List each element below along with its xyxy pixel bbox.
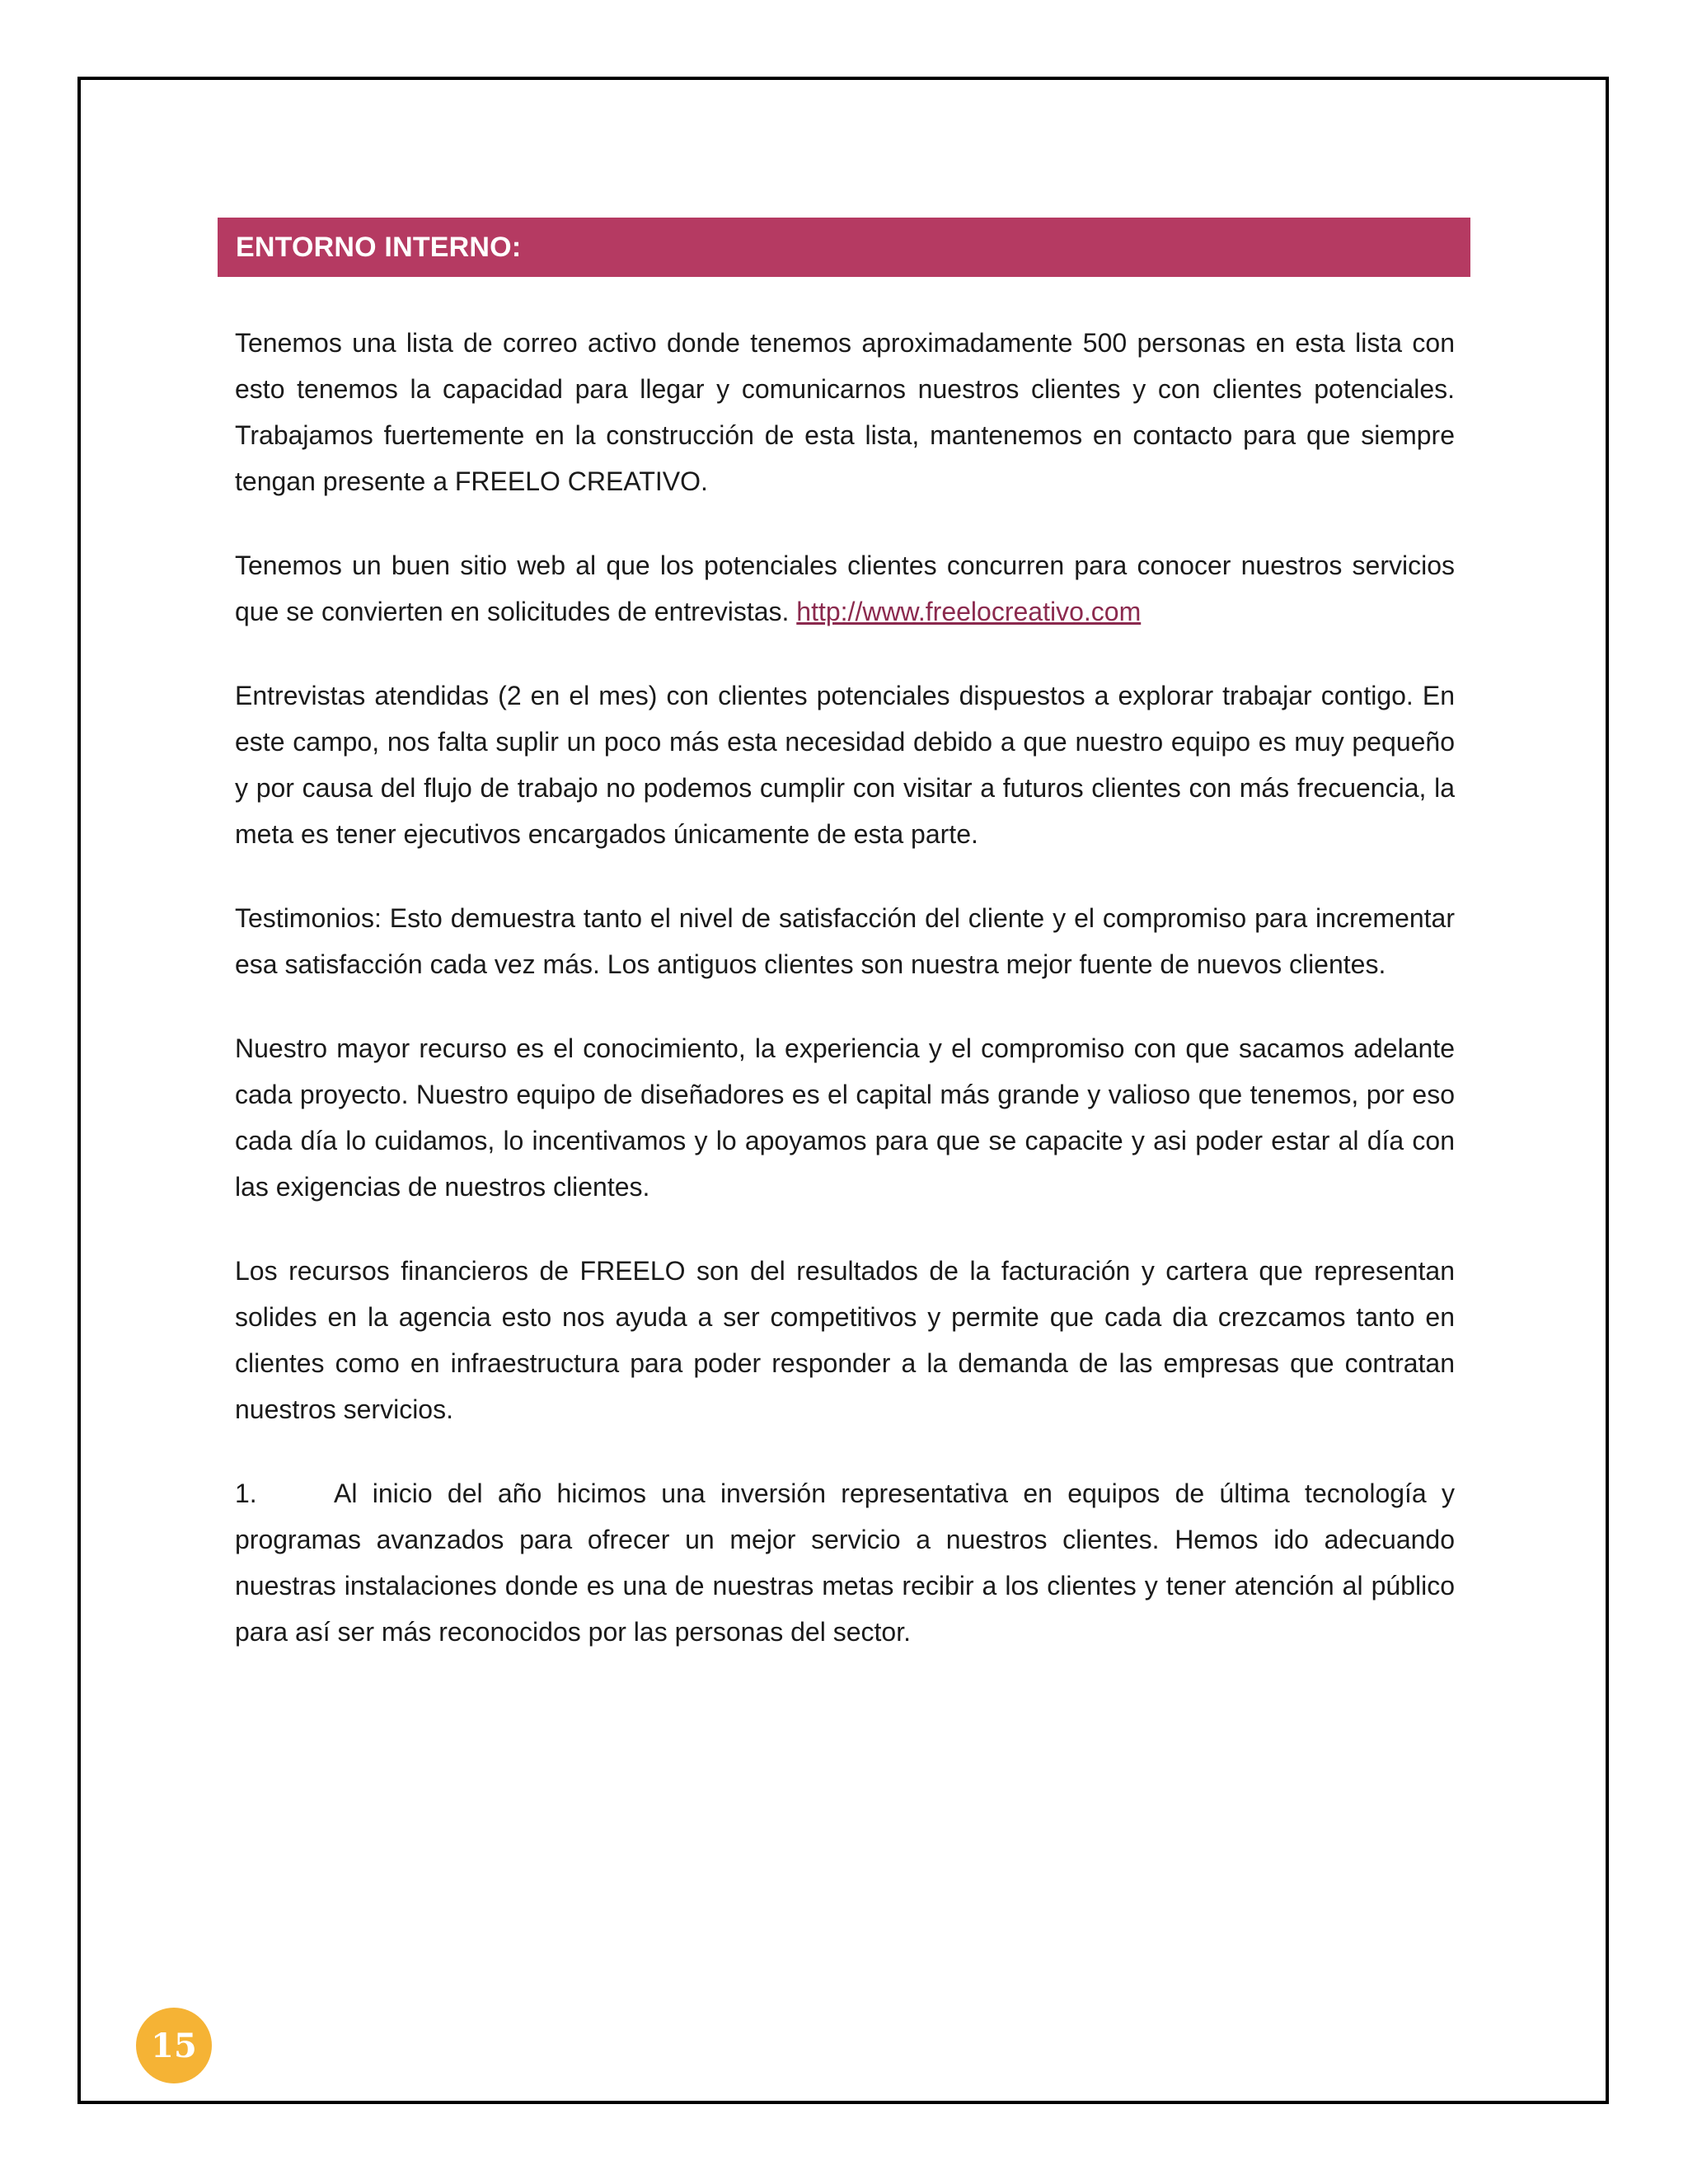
section-header [218,218,1470,277]
section-title: ENTORNO INTERNO: [236,231,522,263]
page-number-badge [136,2008,212,2083]
paragraph-website-text: Tenemos un buen sitio web al que los potenciales clientes concurren para conocer nuestros servicios que se convierten en solicitudes de entrevistas. [235,551,1455,626]
paragraph-resources: Nuestro mayor recurso es el conocimiento, la experiencia y el compromiso con que sacamos adelante cada proyecto. Nuestro equipo de diseñadores es el capital más grande y valioso que tenemos, por eso cada día lo cuidamos, lo incentivamos y lo apoyamos para que se capacite y asi poder estar al día con las exigencias de nuestros clientes. [235,1033,1455,1202]
paragraph-mailing-list: Tenemos una lista de correo activo donde tenemos aproximadamente 500 personas en esta lista con esto tenemos la capacidad para llegar y comunicarnos nuestros clientes y con clientes potenciales. Trabajamos fuertemente en la construcción de esta lista, mantenemos en contacto para que siempre tengan presente a FREELO CREATIVO. [235,328,1455,496]
paragraph-website [235,542,1455,635]
paragraph-interviews: Entrevistas atendidas (2 en el mes) con clientes potenciales dispuestos a explorar trabajar contigo. En este campo, nos falta suplir un poco más esta necesidad debido a que nuestro equipo es muy pequeño y por causa del flujo de trabajo no podemos cumplir con visitar a futuros clientes con más frecuencia, la meta es tener ejecutivos encargados únicamente de esta parte. [235,681,1455,849]
paragraph-testimonials: Testimonios: Esto demuestra tanto el nivel de satisfacción del cliente y el compromiso para incrementar esa satisfacción cada vez más. Los antiguos clientes son nuestra mejor fuente de nuevos clientes. [235,903,1455,979]
list-item-number: 1. [235,1479,257,1508]
list-item-text: Al inicio del año hicimos una inversión representativa en equipos de última tecnología y programas avanzados para ofrecer un mejor servicio a nuestros clientes. Hemos ido adecuando nuestras instalaciones donde es una de nuestras metas recibir a los clientes y tener atención al público para así ser más reconocidos por las personas del sector. [235,1479,1455,1647]
document-body [235,320,1455,1693]
list-item [235,1470,1455,1655]
page-number: 15 [151,2026,197,2065]
website-link[interactable]: http://www.freelocreativo.com [796,597,1142,626]
paragraph-financial: Los recursos financieros de FREELO son del resultados de la facturación y cartera que representan solides en la agencia esto nos ayuda a ser competitivos y permite que cada dia crezcamos tanto en clientes como en infraestructura para poder responder a la demanda de las empresas que contratan nuestros servicios. [235,1256,1455,1424]
